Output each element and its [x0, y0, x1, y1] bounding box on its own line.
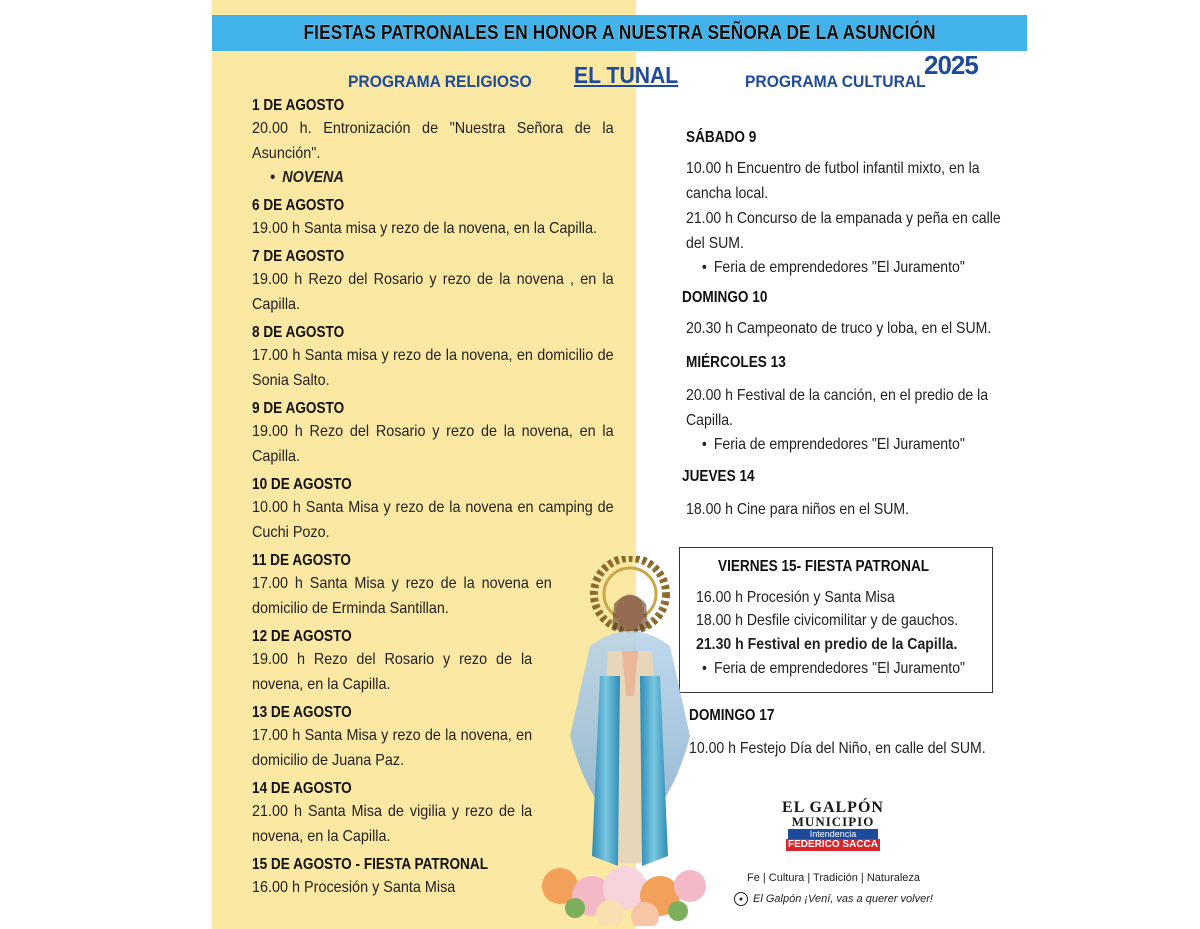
- year-label: 2025: [924, 50, 978, 80]
- logo-line-3: Intendencia: [788, 829, 878, 839]
- religious-date: 11 DE AGOSTO: [252, 552, 352, 569]
- tagline: Fe | Cultura | Tradición | Naturaleza: [747, 872, 921, 884]
- fair-bullet: • Feria de emprendedores "El Juramento": [686, 256, 968, 280]
- municipio-logo: [780, 800, 886, 856]
- religious-date: 14 DE AGOSTO: [252, 780, 352, 797]
- slogan-text: El Galpón ¡Vení, vas a querer volver!: [753, 893, 933, 905]
- cultural-event: 18.00 h Cine para niños en el SUM.: [686, 501, 910, 518]
- religious-event: 17.00 h Santa misa y rezo de la novena, en domicilio de Sonia Salto.: [252, 347, 614, 389]
- religious-date: 15 DE AGOSTO - FIESTA PATRONAL: [252, 856, 489, 873]
- religious-date: 10 DE AGOSTO: [252, 476, 352, 493]
- logo-line-2: MUNICIPIO: [791, 814, 875, 829]
- cultural-event: 10.00 h Festejo Día del Niño, en calle del SUM.: [689, 740, 986, 757]
- cultural-date: DOMINGO 17: [689, 707, 775, 724]
- religious-event: 10.00 h Santa Misa y rezo de la novena en camping de Cuchi Pozo.: [252, 499, 614, 541]
- cultural-date: MIÉRCOLES 13: [686, 354, 786, 371]
- religious-date: 1 DE AGOSTO: [252, 97, 345, 114]
- logo-line-4: FEDERICO SACCA: [787, 839, 878, 850]
- religious-date: 12 DE AGOSTO: [252, 628, 352, 645]
- religious-date: 9 DE AGOSTO: [252, 400, 345, 417]
- novena-bullet: • NOVENA: [252, 166, 578, 190]
- patronal-event: 21.30 h Festival en predio de la Capilla.: [696, 636, 958, 653]
- religious-heading: PROGRAMA RELIGIOSO: [348, 72, 532, 91]
- cultural-event: 21.00 h Concurso de la empanada y peña en calle del SUM.: [686, 210, 1001, 252]
- religious-event: 17.00 h Santa Misa y rezo de la novena, en domicilio de Juana Paz.: [252, 727, 533, 769]
- religious-date: 6 DE AGOSTO: [252, 197, 345, 214]
- title-banner: [212, 15, 1027, 51]
- flyer: [212, 0, 1027, 929]
- patronal-event: 18.00 h Desfile civicomilitar y de gauchos.: [696, 612, 959, 629]
- patronal-title: VIERNES 15- FIESTA PATRONAL: [718, 558, 930, 575]
- fair-bullet: • Feria de emprendedores "El Juramento": [686, 433, 968, 457]
- banner-title: FIESTAS PATRONALES EN HONOR A NUESTRA SEÑORA DE LA ASUNCIÓN: [303, 21, 936, 44]
- virgin-statue-image: [530, 556, 710, 926]
- logo-line-1: EL GALPÓN: [782, 799, 884, 816]
- religious-event: 19.00 h Rezo del Rosario y rezo de la novena , en la Capilla.: [252, 271, 614, 313]
- town-heading: EL TUNAL: [574, 62, 679, 88]
- religious-date: 13 DE AGOSTO: [252, 704, 352, 721]
- cultural-heading: PROGRAMA CULTURAL: [745, 72, 926, 91]
- religious-date: 7 DE AGOSTO: [252, 248, 345, 265]
- fair-bullet: • Feria de emprendedores "El Juramento": [702, 660, 966, 677]
- cultural-date: DOMINGO 10: [682, 289, 768, 306]
- religious-event: 21.00 h Santa Misa de vigilia y rezo de la novena, en la Capilla.: [252, 803, 533, 845]
- religious-event: 17.00 h Santa Misa y rezo de la novena en domicilio de Erminda Santillan.: [252, 575, 552, 617]
- religious-event: 20.00 h. Entronización de "Nuestra Señora de la Asunción".: [252, 120, 614, 162]
- religious-event: 19.00 h Santa misa y rezo de la novena, en la Capilla.: [252, 220, 598, 237]
- religious-date: 8 DE AGOSTO: [252, 324, 345, 341]
- cultural-event: 10.00 h Encuentro de futbol infantil mixto, en la cancha local.: [686, 160, 980, 202]
- cultural-date: SÁBADO 9: [686, 129, 757, 146]
- religious-event: 19.00 h Rezo del Rosario y rezo de la novena, en la Capilla.: [252, 651, 533, 693]
- cultural-event: 20.30 h Campeonato de truco y loba, en el SUM.: [686, 320, 992, 337]
- cultural-program: [682, 128, 1006, 522]
- flower-arrangement: [542, 866, 706, 926]
- location-pin-icon: ●: [734, 892, 748, 906]
- cultural-event: 20.00 h Festival de la canción, en el predio de la Capilla.: [686, 387, 989, 429]
- religious-event: 16.00 h Procesión y Santa Misa: [252, 879, 456, 896]
- cultural-date: JUEVES 14: [682, 468, 755, 485]
- religious-event: 19.00 h Rezo del Rosario y rezo de la novena, en la Capilla.: [252, 423, 614, 465]
- patronal-box: [679, 547, 993, 693]
- patronal-event: 16.00 h Procesión y Santa Misa: [696, 589, 895, 606]
- slogan: [734, 892, 933, 906]
